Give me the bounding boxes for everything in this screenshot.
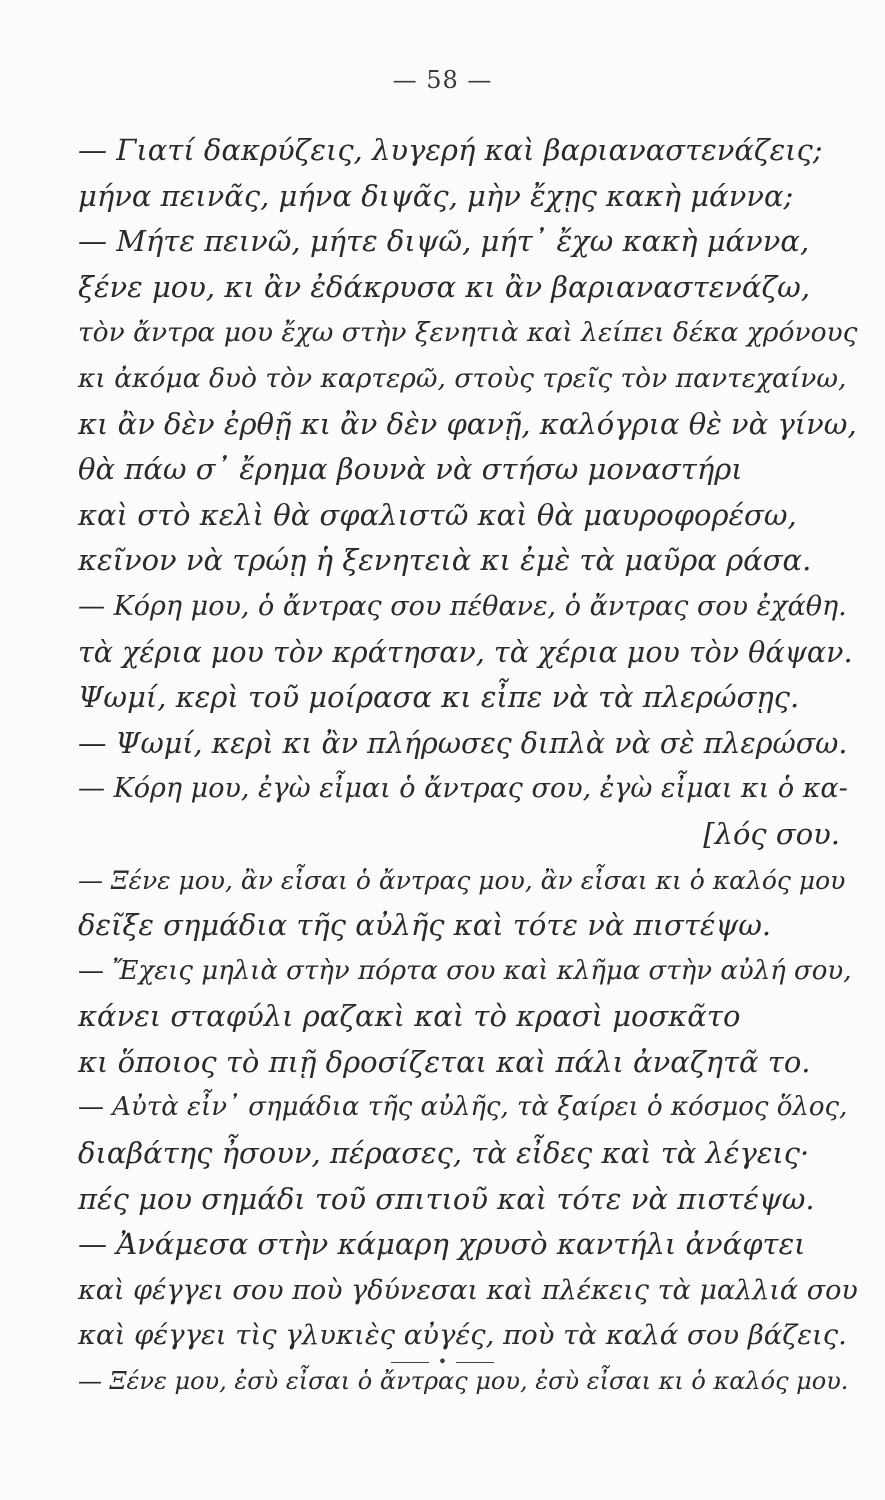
verse-line: — Ψωμί, κερὶ κι ἂν πλήρωσες διπλὰ νὰ σὲ πλερώσω. xyxy=(78,726,848,760)
verse-line: — Ξένε μου, ἂν εἶσαι ὁ ἄντρας μου, ἂν εἶσαι κι ὁ καλός μου xyxy=(78,865,846,895)
verse-line: κάνει σταφύλι ραζακὶ καὶ τὸ κρασὶ μοσκᾶτο xyxy=(78,999,741,1034)
verse-line: καὶ φέγγει σου ποὺ γδύνεσαι καὶ πλέκεις τὰ μαλλιά σου xyxy=(78,1274,858,1306)
ornament-dot: • xyxy=(437,1352,448,1371)
verse-line: δεῖξε σημάδια τῆς αὐλῆς καὶ τότε νὰ πιστέψω. xyxy=(78,908,772,943)
verse-line: καὶ στὸ κελὶ θὰ σφαλιστῶ καὶ θὰ μαυροφορέσω, xyxy=(78,497,797,532)
verse-line: πές μου σημάδι τοῦ σπιτιοῦ καὶ τότε νὰ πιστέψω. xyxy=(78,1181,815,1216)
verse-line: καὶ φέγγει τὶς γλυκιὲς αὐγές, ποὺ τὰ καλά σου βάζεις. xyxy=(78,1319,847,1352)
verse-line: — Ἔχεις μηλιὰ στὴν πόρτα σου καὶ κλῆμα στὴν αὐλή σου, xyxy=(78,955,852,986)
verse-line: κι ἂν δὲν ἐρθῇ κι ἂν δὲν φανῇ, καλόγρια θὲ νὰ γίνω, xyxy=(78,406,857,441)
ornament-rule-left xyxy=(391,1362,429,1363)
section-end-ornament xyxy=(0,1352,885,1371)
verse-line: — Αὐτὰ εἶν᾽ σημάδια τῆς αὐλῆς, τὰ ξαίρει ὁ κόσμος ὅλος, xyxy=(78,1092,848,1123)
verse-line-continuation: [λός σου. xyxy=(703,816,840,851)
verse-line: θὰ πάω σ᾽ ἔρημα βουνὰ νὰ στήσω μοναστήρι xyxy=(78,452,743,487)
poem-text xyxy=(78,128,858,1405)
verse-line: μήνα πεινᾶς, μήνα διψᾶς, μὴν ἔχῃς κακὴ μάννα; xyxy=(78,178,794,213)
verse-line: κεῖνον νὰ τρώῃ ἡ ξενητειὰ κι ἐμὲ τὰ μαῦρα ράσα. xyxy=(78,543,812,578)
verse-line: — Ξένε μου, ἐσὺ εἶσαι ὁ ἄντρας μου, ἐσὺ εἶσαι κι ὁ καλός μου. xyxy=(78,1367,849,1396)
verse-line: διαβάτης ἦσουν, πέρασες, τὰ εἶδες καὶ τὰ λέγεις· xyxy=(78,1136,810,1171)
verse-line: τὸν ἄντρα μου ἔχω στὴν ξενητιὰ καὶ λείπει δέκα χρόνους xyxy=(78,317,858,349)
verse-line: τὰ χέρια μου τὸν κράτησαν, τὰ χέρια μου τὸν θάψαν. xyxy=(78,635,853,669)
verse-line: — Μήτε πεινῶ, μήτε διψῶ, μήτ᾽ ἔχω κακὴ μάννα, xyxy=(78,224,810,259)
verse-line: κι ἀκόμα δυὸ τὸν καρτερῶ, στοὺς τρεῖς τὸν παντεχαίνω, xyxy=(78,362,847,394)
verse-line: — Κόρη μου, ὁ ἄντρας σου πέθανε, ὁ ἄντρας σου ἐχάθη. xyxy=(78,590,847,622)
verse-line: κι ὅποιος τὸ πιῇ δροσίζεται καὶ πάλι ἀναζητᾶ το. xyxy=(78,1044,811,1079)
verse-line: — Κόρη μου, ἐγὼ εἶμαι ὁ ἄντρας σου, ἐγὼ εἶμαι κι ὁ κα- xyxy=(78,773,848,805)
page-number: — 58 — xyxy=(392,66,493,94)
verse-line: — Γιατί δακρύζεις, λυγερή καὶ βαριαναστενάζεις; xyxy=(78,133,823,167)
ornament-rule-right xyxy=(456,1362,494,1363)
verse-line: — Ἀνάμεσα στὴν κάμαρη χρυσὸ καντήλι ἀνάφτει xyxy=(78,1227,806,1262)
verse-line: Ψωμί, κερὶ τοῦ μοίρασα κι εἶπε νὰ τὰ πλερώσῃς. xyxy=(78,680,800,715)
verse-line: ξένε μου, κι ἂν ἐδάκρυσα κι ἂν βαριαναστενάζω, xyxy=(78,269,811,304)
